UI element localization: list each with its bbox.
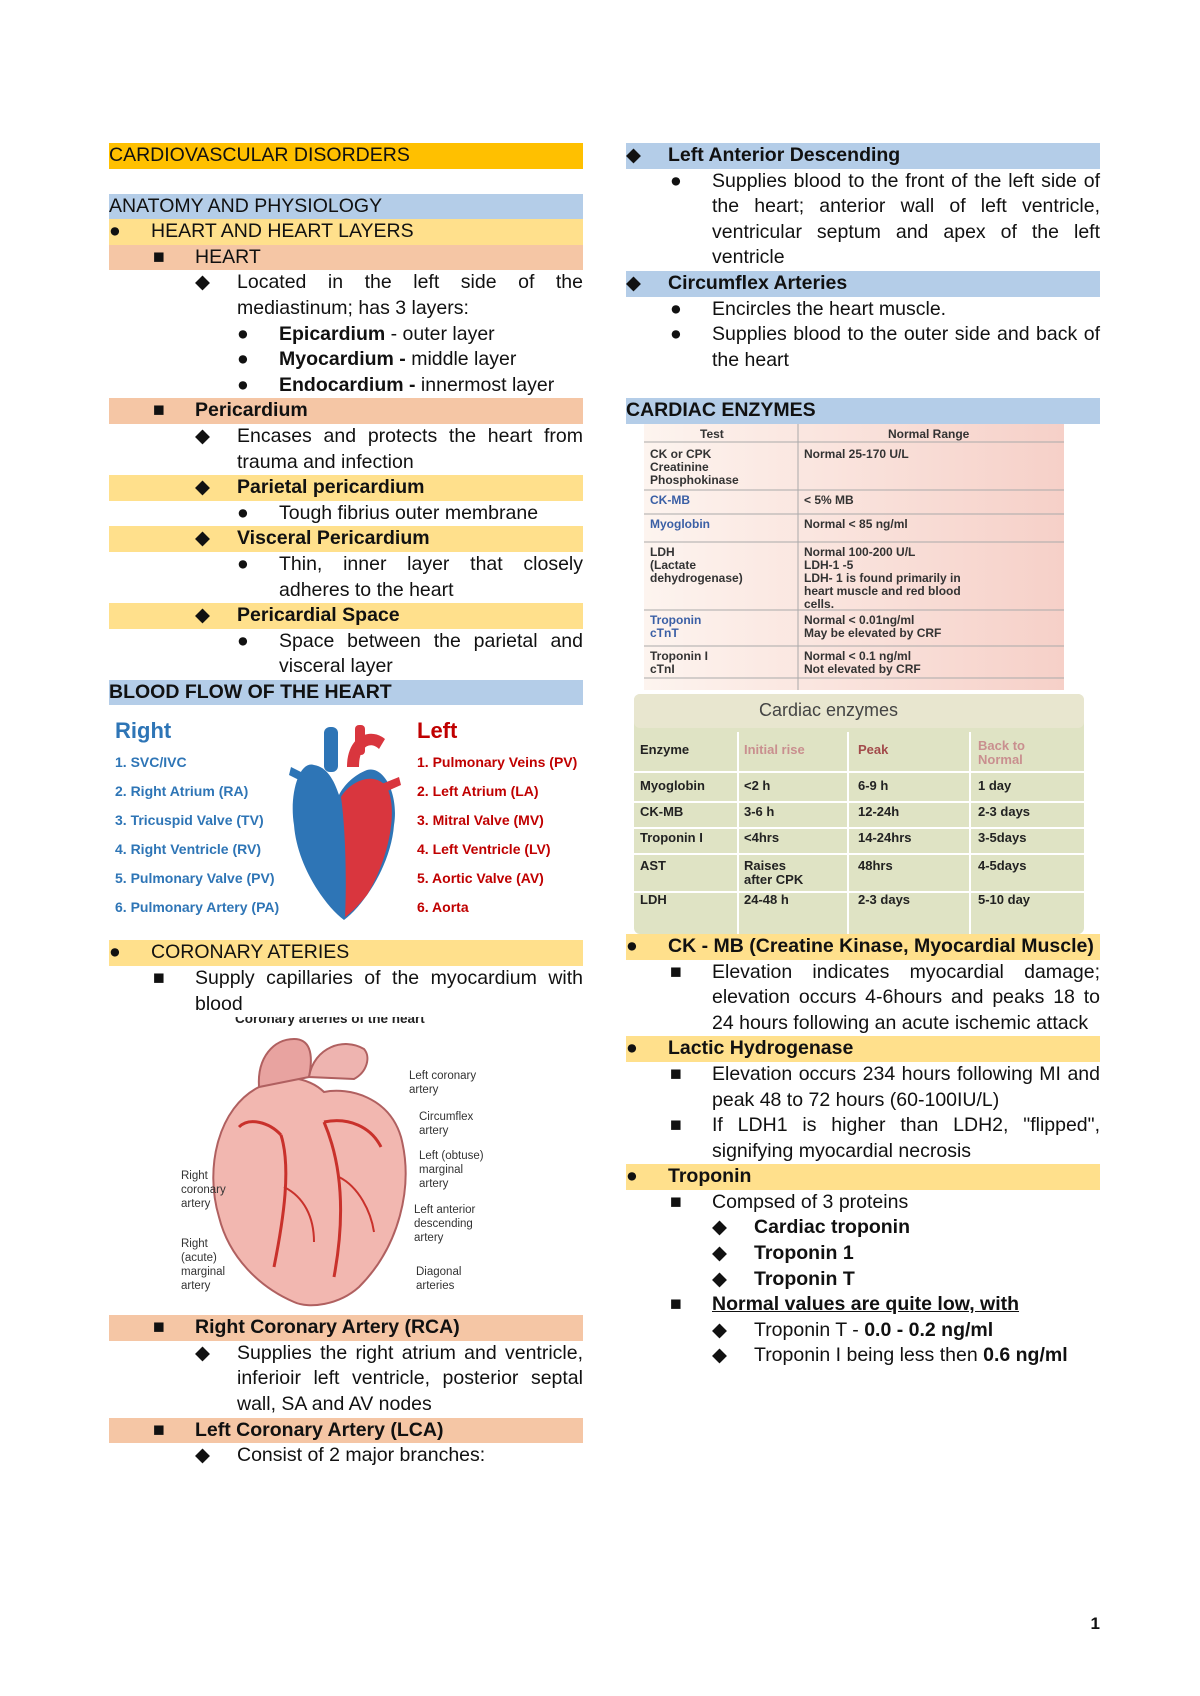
layer-endocardium: ● Endocardium - innermost layer (109, 373, 583, 399)
table2-cell: 3-5days (978, 829, 1027, 845)
circ-desc-2: ● Supplies blood to the outer side and back of the heart (670, 323, 1100, 371)
coronary-figure (109, 1017, 583, 1315)
table1-cell: (Lactate (650, 557, 697, 572)
table1-cell: Creatinine (650, 459, 709, 474)
circle-bullet-icon: ● (237, 629, 249, 652)
bullet-visceral: ◆ Visceral Pericardium (109, 526, 583, 552)
table1-cell: Troponin I (650, 648, 708, 663)
square-bullet-icon: ■ (153, 399, 165, 422)
table1-cell: Normal 25-170 U/L (804, 446, 909, 461)
diamond-bullet-icon: ◆ (712, 1242, 727, 1265)
coronary-label: Left anterior descending artery (414, 1204, 476, 1245)
flow-right-item: 6. Pulmonary Artery (PA) (115, 899, 280, 916)
parietal-desc: ● Tough fibrius outer membrane (109, 501, 583, 527)
table2-cell: after CPK (744, 871, 804, 887)
flow-left-item: 2. Left Atrium (LA) (417, 783, 539, 800)
layer-myocardium: ● Myocardium - middle layer (109, 347, 583, 373)
diamond-bullet-icon: ◆ (712, 1344, 727, 1367)
table1-header: Normal Range (888, 426, 970, 441)
diamond-bullet-icon: ◆ (195, 476, 210, 499)
bullet-pericardial-space: ◆ Pericardial Space (109, 603, 583, 629)
table1-cell: Phosphokinase (650, 472, 739, 487)
table2-cell: 12-24h (858, 803, 900, 819)
table2-cell: 48hrs (858, 857, 893, 873)
table2-cell: 14-24hrs (858, 829, 912, 845)
table1-header: Test (700, 426, 724, 441)
table1-cell: LDH (650, 544, 675, 559)
enzyme-timing-table (626, 694, 1100, 934)
bullet-parietal: ◆ Parietal pericardium (109, 475, 583, 501)
table2-cell: Troponin I (640, 829, 703, 845)
table1-cell: Normal 100-200 U/L (804, 544, 916, 559)
bullet-rca: ■ Right Coronary Artery (RCA) (109, 1315, 583, 1341)
coronary-fig-title: Coronary arteries of the heart (235, 1017, 425, 1027)
table1-cell: CK or CPK (650, 446, 712, 461)
diamond-bullet-icon: ◆ (195, 1444, 210, 1467)
table2-cell: 6-9 h (858, 777, 889, 793)
circle-bullet-icon: ● (109, 220, 121, 243)
coronary-label: Diagonal arteries (416, 1266, 462, 1293)
lca-desc: ◆ Consist of 2 major branches: (109, 1443, 583, 1469)
flow-right-item: 3. Tricuspid Valve (TV) (115, 812, 264, 829)
circle-bullet-icon: ● (626, 1165, 638, 1188)
lactic-desc-1: ■ Elevation occurs 234 hours following MI and peak 48 to 72 hours (60-100IU/L) (670, 1062, 1100, 1111)
table1-cell: May be elevated by CRF (804, 625, 942, 640)
flow-left-item: 4. Left Ventricle (LV) (417, 841, 551, 858)
bullet-circumflex: ◆ Circumflex Arteries (626, 271, 1100, 297)
blood-flow-figure (109, 705, 583, 940)
heart-illustration (289, 725, 401, 920)
circle-bullet-icon: ● (670, 297, 682, 320)
table2-cell: CK-MB (640, 803, 684, 819)
coronary-label: Left (obtuse) marginal artery (419, 1150, 484, 1191)
square-bullet-icon: ■ (153, 967, 165, 990)
circle-bullet-icon: ● (670, 323, 682, 346)
circle-bullet-icon: ● (670, 169, 682, 192)
table2-cell: 2-3 days (858, 891, 911, 907)
flow-left-title: Left (417, 718, 458, 744)
table2-header: Back to (978, 737, 1025, 753)
table2-cell: 3-6 h (744, 803, 775, 819)
table2-cell: <2 h (744, 777, 771, 793)
coronary-label: Left coronary artery (409, 1070, 477, 1097)
troponin-protein-2: ◆ Troponin 1 (626, 1241, 1100, 1267)
table2-cell: AST (640, 857, 666, 873)
bullet-pericardium: ■ Pericardium (109, 398, 583, 424)
bullet-lca: ■ Left Coronary Artery (LCA) (109, 1418, 583, 1444)
flow-right-title: Right (115, 718, 172, 744)
flow-right-item: 5. Pulmonary Valve (PV) (115, 870, 275, 887)
page-number: 1 (1090, 1614, 1100, 1633)
circle-bullet-icon: ● (237, 501, 249, 524)
diamond-bullet-icon: ◆ (195, 271, 210, 294)
coronary-desc: ■ Supply capillaries of the myocardium with blood (153, 967, 583, 1015)
enzyme-range-table (626, 424, 1100, 690)
square-bullet-icon: ■ (670, 1293, 682, 1316)
table1-cell: LDH-1 -5 (804, 557, 854, 572)
heading-anatomy: ANATOMY AND PHYSIOLOGY (109, 194, 583, 220)
troponin-normal: ■ Normal values are quite low, with (626, 1292, 1100, 1318)
table2-header: Initial rise (744, 741, 805, 757)
diamond-bullet-icon: ◆ (712, 1267, 727, 1290)
flow-right-item: 4. Right Ventricle (RV) (115, 841, 261, 858)
visceral-desc: ● Thin, inner layer that closely adheres to the heart (237, 552, 583, 601)
left-column (109, 143, 583, 1469)
table2-cell: 4-5days (978, 857, 1027, 873)
heading-blood-flow: BLOOD FLOW OF THE HEART (109, 680, 583, 706)
heading-cardiac-enzymes: CARDIAC ENZYMES (626, 398, 1100, 424)
table1-cell: Normal < 0.1 ng/ml (804, 648, 912, 663)
table1-cell: heart muscle and red blood (804, 583, 961, 598)
table2-cell: 24-48 h (744, 891, 789, 907)
rca-desc: ◆ Supplies the right atrium and ventricle, inferioir left ventricle, posterior septal wall, SA and AV nodes (195, 1341, 583, 1416)
coronary-svg (109, 1017, 583, 1315)
table1-cell: cTnI (650, 661, 675, 676)
enzyme-range-svg (626, 424, 1100, 690)
troponin-protein-1: ◆ Cardiac troponin (626, 1215, 1100, 1241)
coronary-label: Right coronary artery (181, 1170, 226, 1211)
blood-flow-svg (109, 705, 583, 940)
diamond-bullet-icon: ◆ (712, 1216, 727, 1239)
table2-cell: 2-3 days (978, 803, 1031, 819)
circle-bullet-icon: ● (237, 322, 249, 345)
diamond-bullet-icon: ◆ (626, 144, 641, 166)
table1-cell: Troponin (650, 612, 702, 627)
table1-cell: LDH- 1 is found primarily in (804, 570, 961, 585)
coronary-label: Right (acute) marginal artery (181, 1238, 226, 1293)
layer-epicardium: ● Epicardium - outer layer (109, 322, 583, 348)
table2-cell: 5-10 day (978, 891, 1031, 907)
bullet-heart: ■ HEART (109, 245, 583, 271)
table1-cell: Normal < 0.01ng/ml (804, 612, 915, 627)
flow-left-item: 5. Aortic Valve (AV) (417, 870, 544, 887)
table2-cell: 1 day (978, 777, 1012, 793)
coronary-heart-illustration (213, 1039, 405, 1305)
circle-bullet-icon: ● (237, 373, 249, 396)
flow-left-item: 3. Mitral Valve (MV) (417, 812, 544, 829)
lad-desc: ● Supplies blood to the front of the left side of the heart; anterior wall of left ventricle, ventricular septum and apex of the left ventricle (670, 169, 1100, 269)
bullet-lad: ◆ Left Anterior Descending (626, 143, 1100, 169)
bullet-heart-layers: ● HEART AND HEART LAYERS (109, 219, 583, 245)
flow-left-item: 6. Aorta (417, 899, 469, 916)
table1-cell: CK-MB (650, 492, 690, 507)
square-bullet-icon: ■ (153, 245, 165, 268)
bullet-coronary-arteries: ● CORONARY ATERIES (109, 940, 583, 966)
table2-header: Enzyme (640, 741, 690, 757)
coronary-label: Circumflex artery (419, 1111, 474, 1138)
square-bullet-icon: ■ (670, 1114, 682, 1137)
circle-bullet-icon: ● (237, 348, 249, 371)
timing-table-title: Cardiac enzymes (759, 699, 899, 720)
flow-right-item: 2. Right Atrium (RA) (115, 783, 249, 800)
circ-desc-1: ● Encircles the heart muscle. (626, 297, 1100, 323)
table2-cell: <4hrs (744, 829, 780, 845)
square-bullet-icon: ■ (153, 1316, 165, 1339)
square-bullet-icon: ■ (670, 960, 682, 983)
heart-location: ◆ Located in the left side of the mediastinum; has 3 layers: (195, 271, 583, 319)
square-bullet-icon: ■ (670, 1062, 682, 1085)
section-title-cardiovascular: CARDIOVASCULAR DISORDERS (109, 143, 583, 169)
troponin-i-value: ◆ Troponin I being less then 0.6 ng/ml (626, 1343, 1100, 1369)
diamond-bullet-icon: ◆ (195, 527, 210, 550)
table1-cell: < 5% MB (804, 492, 854, 507)
square-bullet-icon: ■ (670, 1190, 682, 1213)
diamond-bullet-icon: ◆ (626, 271, 641, 294)
circle-bullet-icon: ● (626, 934, 638, 957)
troponin-t-value: ◆ Troponin T - 0.0 - 0.2 ng/ml (626, 1318, 1100, 1344)
circle-bullet-icon: ● (109, 941, 121, 964)
bullet-ckmb: ● CK - MB (Creatine Kinase, Myocardial Muscle) (626, 934, 1100, 960)
circle-bullet-icon: ● (626, 1037, 638, 1060)
table1-cell: Normal < 85 ng/ml (804, 516, 908, 531)
right-column (626, 143, 1100, 1369)
diamond-bullet-icon: ◆ (712, 1318, 727, 1341)
flow-right-item: 1. SVC/IVC (115, 754, 187, 771)
table1-cell: Not elevated by CRF (804, 661, 921, 676)
table2-cell: Myoglobin (640, 777, 705, 793)
diamond-bullet-icon: ◆ (195, 424, 210, 447)
lactic-desc-2: ■ If LDH1 is higher than LDH2, "flipped", signifying myocardial necrosis (670, 1114, 1100, 1162)
troponin-protein-3: ◆ Troponin T (626, 1267, 1100, 1293)
table1-cell: dehydrogenase) (650, 570, 743, 585)
table1-cell: cTnT (650, 625, 679, 640)
enzyme-timing-svg (626, 694, 1100, 934)
table2-cell: Raises (744, 857, 786, 873)
circle-bullet-icon: ● (237, 552, 249, 575)
pericardium-desc: ◆ Encases and protects the heart from trauma and infection (195, 424, 583, 473)
square-bullet-icon: ■ (153, 1418, 165, 1441)
ckmb-desc: ■ Elevation indicates myocardial damage; elevation occurs 4-6hours and peaks 18 to 24 hours following an acute ischemic attack (670, 960, 1100, 1034)
diamond-bullet-icon: ◆ (195, 604, 210, 627)
bullet-troponin: ● Troponin (626, 1164, 1100, 1190)
table1-cell: Myoglobin (650, 516, 710, 531)
troponin-desc: ■ Compsed of 3 proteins (626, 1190, 1100, 1216)
flow-left-item: 1. Pulmonary Veins (PV) (417, 754, 578, 771)
table1-cell: cells. (804, 596, 835, 611)
bullet-lactic: ● Lactic Hydrogenase (626, 1036, 1100, 1062)
table2-header: Normal (978, 751, 1023, 767)
table2-cell: LDH (640, 891, 667, 907)
diamond-bullet-icon: ◆ (195, 1341, 210, 1364)
space-desc: ● Space between the parietal and visceral layer (237, 629, 583, 678)
table2-header: Peak (858, 741, 889, 757)
